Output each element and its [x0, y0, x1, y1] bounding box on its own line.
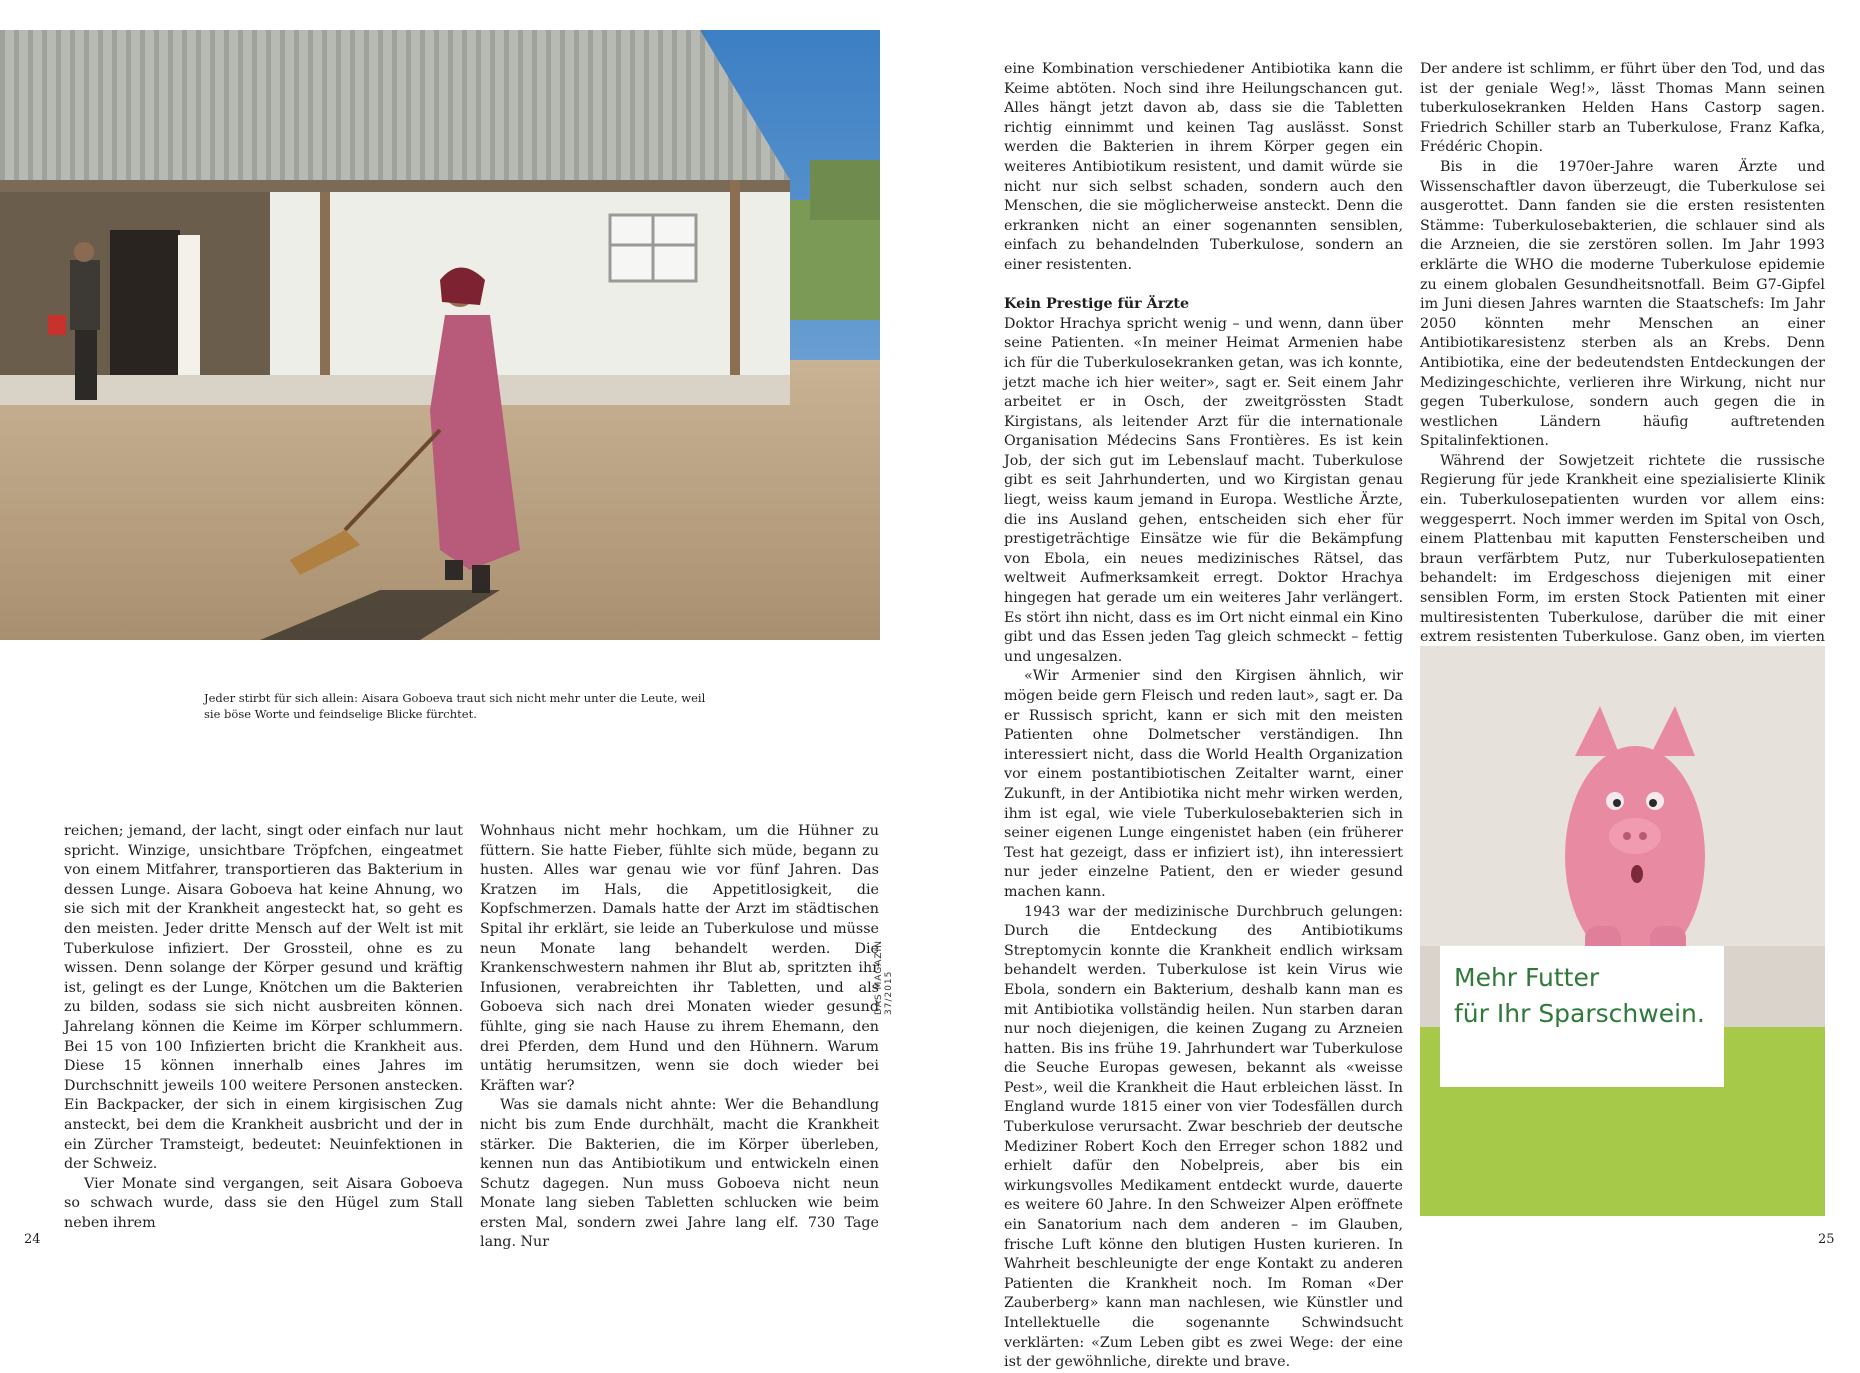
article-column-3: [1004, 60, 1403, 1373]
advertisement[interactable]: [1420, 646, 1825, 1216]
paragraph: 1943 war der medizinische Durchbruch gelungen: Durch die Entdeckung des Antibiotikums Streptomycin konnte die Krankheit endlich wirksam behandelt werden. Tuberkulose ist kein Virus wie Ebola, sondern ein Bakterium, deshalb kann man es mit Antibiotika vollständig heilen. Nun starben daran nur noch diejenigen, die keinen Zugang zu Arzneien hatten. Bis ins frühe 19. Jahrhundert war Tuberkulose die Seuche Europas gewesen, bekannt als «weisse Pest», weil die Krankheit die Haut erbleichen lässt. In England wurde 1815 einer von vier Todesfällen durch Tuberkulose verursacht. Zwar beschrieb der deutsche Mediziner Robert Koch den Erreger schon 1882 und erhielt dafür den Nobelpreis, aber bis ein wirkungsvolles Medikament entdeckt wurde, dauerte es weitere 60 Jahre. In den Schweizer Alpen eröffnete ein Sanatorium nach dem anderen – im Glauben, frische Luft könne den blutigen Husten kurieren. In Wahrheit beschleunigte der enge Kontakt zu anderen Patienten die Krankheit noch. Im Roman «Der Zauberberg» kann man nachlesen, wie Künstler und Intellektuelle die sogenannte Schwindsucht verklärten: «Zum Leben gibt es zwei Wege: der eine ist der gewöhnliche, direkte und brave.: [1004, 903, 1403, 1371]
paragraph: Bis in die 1970er-Jahre waren Ärzte und Wissenschaftler davon überzeugt, die Tuberkulose sei ausgerottet. Dann fanden sie die ersten resistenten Stämme: Tuberkulosebakterien, die schlauer sind als die Arzneien, die sie zerstören sollen. Im Jahr 1993 erklärte die WHO die moderne Tuberkulose epidemie zu einem globalen Gesundheitsnotfall. Beim G7-Gipfel im Juni diesen Jahres warnten die Staatschefs: Im Jahr 2050 könnten mehr Menschen an einer Antibiotikaresistenz sterben als an Krebs. Denn Antibiotika, eine der bedeutendsten Entdeckungen der Medizingeschichte, verlieren ihre Wirkung, nicht nur gegen Tuberkulose, sondern auch gegen die in westlichen Ländern häufig auftretenden Spitalinfektionen.: [1420, 158, 1825, 450]
paragraph: reichen; jemand, der lacht, singt oder einfach nur laut spricht. Winzige, unsichtbare Tröpfchen, eingeatmet von einem Mitfahrer, transportieren das Bakterium in dessen Lunge. Aisara Goboeva hat keine Ahnung, wo sie sich mit der Krankheit angesteckt hat, so geht es den meisten. Jeder dritte Mensch auf der Welt ist mit Tuberkulose infiziert. Der Grossteil, ohne es zu wissen. Denn solange der Körper gesund und kräftig ist, gelingt es der Lunge, Knötchen um die Bakterien zu bilden, sodass sie sich nicht ausbreiten können. Jahrelang können die Keime im Körper schlummern. Bei 15 von 100 Infizierten bricht die Krankheit aus. Diese 15 können innerhalb eines Jahres im Durchschnitt jeweils 100 weitere Personen anstecken. Ein Backpacker, der sich in einem kirgisischen Zug ansteckt, bei dem die Krankheit ausbricht und der in ein Zürcher Tramsteigt, bedeutet: Neuinfektionen in der Schweiz.: [64, 823, 463, 1173]
photo-woman-sweeping: [0, 30, 880, 640]
ad-slogan-box: [1440, 946, 1724, 1087]
ad-slogan-line-1: Mehr Futter: [1454, 963, 1600, 992]
paragraph: Vier Monate sind vergangen, seit Aisara Goboeva so schwach wurde, dass sie den Hügel zum Stall neben ihrem: [64, 1175, 463, 1231]
page-number-left: 24: [24, 1232, 41, 1247]
paragraph: Was sie damals nicht ahnte: Wer die Behandlung nicht bis zum Ende durchhält, macht die Krankheit stärker. Die Bakterien, die im Körper überleben, kennen nun das Antibiotikum und entwickeln einen Schutz dagegen. Nun muss Goboeva nicht neun Monate lang sieben Tabletten schlucken wie beim ersten Mal, sondern zwei Jahre lang elf. 730 Tage lang. Nur: [480, 1097, 879, 1251]
paragraph: Der andere ist schlimm, er führt über den Tod, und das ist der geniale Weg!», lässt Thomas Mann seinen tuberkulosekranken Helden Hans Castorp sagen. Friedrich Schiller starb an Tuberkulose, Franz Kafka, Frédéric Chopin.: [1420, 61, 1825, 156]
article-column-2: [480, 822, 879, 1253]
magazine-issue-label: DAS MAGAZIN 37/2015: [874, 940, 894, 1015]
article-column-4: [1420, 60, 1825, 726]
paragraph: Doktor Hrachya spricht wenig – und wenn, dann über seine Patienten. «In meiner Heimat Armenien habe ich für die Tuberkulosekranken getan, was ich konnte, jetzt mache ich hier weiter», sagt er. Seit einem Jahr arbeitet er in Osch, der zweitgrössten Stadt Kirgistans, als leitender Arzt für die internationale Organisation Médecins Sans Frontières. Es ist kein Job, der sich gut im Lebenslauf macht. Tuberkulose gibt es seit Jahrhunderten, und wo Kirgistan genau liegt, weiss kaum jemand in Europa. Westliche Ärzte, die ins Ausland gehen, entscheiden sich eher für prestigeträchtige Einsätze wie für die Bekämpfung von Ebola, ein neues medizinisches Rätsel, das weltweit Aufmerksamkeit erregt. Doktor Hrachya hingegen hat gerade um ein weiteres Jahr verlängert. Es stört ihn nicht, dass es im Ort nicht einmal ein Kino gibt und das Essen jeden Tag gleich schmeckt – fettig und ungesalzen.: [1004, 315, 1403, 665]
paragraph: eine Kombination verschiedener Antibiotika kann die Keime abtöten. Noch sind ihre Heilungschancen gut. Alles hängt jetzt davon ab, dass sie die Tabletten richtig einnimmt und keinen Tag auslässt. Sonst werden die Bakterien in ihrem Körper gegen ein weiteres Antibiotikum resistent, und damit würde sie nicht nur sich selbst schaden, sondern auch den Menschen, die sie möglicherweise ansteckt. Denn die erkranken nicht an einer sogenannten sensiblen, einfach zu behandelnden Tuberkulose, sondern an einer resistenten.: [1004, 61, 1403, 273]
paragraph: «Wir Armenier sind den Kirgisen ähnlich, wir mögen beide gern Fleisch und reden laut», sagt er. Da er Russisch spricht, kann er sich mit den meisten Patienten ohne Dolmetscher verständigen. Ihn interessiert nicht, dass die World Health Organization vor einem postantibiotischen Zeitalter warnt, einer Zukunft, in der Antibiotika nicht mehr wirken werden, ihm ist egal, wie viele Tuberkulosebakterien sich in seiner eigenen Lunge eingenistet haben (ein früherer Test hat gezeigt, dass er infiziert ist), ihn interessiert nur jeder einzelne Patient, den er wieder gesund machen kann.: [1004, 668, 1403, 900]
photo-caption: Jeder stirbt für sich allein: Aisara Goboeva traut sich nicht mehr unter die Leute, weil sie böse Worte und feindselige Blicke fürchtet.: [204, 691, 706, 721]
paragraph: Während der Sowjetzeit richtete die russische Regierung für jede Krankheit eine spezialisierte Klinik ein. Tuberkulosepatienten wurden vor allem eins: weggesperrt. Noch immer werden im Spital von Osch, einem Plattenbau mit kaputten Fensterscheiben und braun verfärbtem Putz, nur Tuberkulosepatienten behandelt: im Erdgeschoss diejenigen mit einer sensiblen Form, im ersten Stock Patienten mit einer multiresistenten Tuberkulose, darüber die mit einer extrem resistenten Tuberkulose. Ganz oben, im vierten: [1420, 452, 1825, 646]
section-heading: Kein Prestige für Ärzte: [1004, 296, 1190, 313]
page-number-right: 25: [1818, 1232, 1835, 1247]
ad-slogan-line-2: für Ihr Sparschwein.: [1454, 999, 1705, 1028]
photo-illustration: [0, 30, 880, 640]
article-column-1: [64, 822, 463, 1233]
paragraph: Wohnhaus nicht mehr hochkam, um die Hühner zu füttern. Sie hatte Fieber, fühlte sich müde, begann zu husten. Alles war genau wie vor fünf Jahren. Das Kratzen im Hals, die Appetitlosigkeit, die Kopfschmerzen. Damals hatte der Arzt im städtischen Spital ihr erklärt, sie leide an Tuberkulose und müsse neun Monate lang behandelt werden. Die Krankenschwestern nahmen ihr Blut ab, spritzten ihr Infusionen, verabreichten ihr Tabletten, und als Goboeva sich nach drei Monaten wieder gesund fühlte, ging sie nach Hause zu ihrem Ehemann, den drei Pferden, dem Hund und den Hühnern. Warum untätig herumsitzen, wenn sie doch wieder bei Kräften war?: [480, 823, 879, 1094]
